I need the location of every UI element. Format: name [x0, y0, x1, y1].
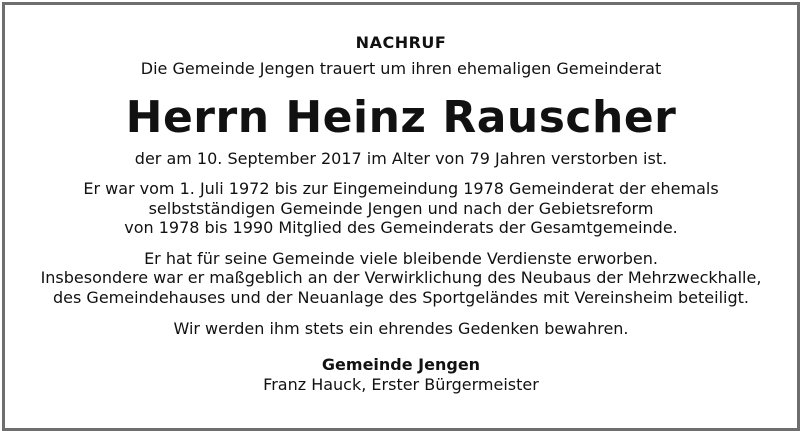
signature-person: Franz Hauck, Erster Bürgermeister	[263, 375, 539, 394]
merits-line: Insbesondere war er maßgeblich an der Verwirklichung des Neubaus der Mehrzweckhalle,	[40, 268, 762, 287]
closing-line: Wir werden ihm stets ein ehrendes Gedenken bewahren.	[173, 319, 629, 338]
career-line: von 1978 bis 1990 Mitglied des Gemeinderats der Gesamtgemeinde.	[124, 218, 678, 237]
obituary-notice	[5, 5, 797, 394]
career-paragraph	[5, 179, 797, 238]
career-line: selbstständigen Gemeinde Jengen und nach der Gebietsreform	[148, 198, 654, 218]
notice-heading: NACHRUF	[355, 33, 447, 52]
merits-line: Er hat für seine Gemeinde viele bleibende Verdienste erworben.	[144, 248, 658, 268]
merits-line: des Gemeindehauses und der Neuanlage des Sportgeländes mit Vereinsheim beteiligt.	[53, 287, 749, 307]
death-date-line: der am 10. September 2017 im Alter von 79 Jahren verstorben ist.	[134, 149, 668, 168]
career-line: Er war vom 1. Juli 1972 bis zur Eingemeindung 1978 Gemeinderat der ehemals	[83, 179, 719, 198]
intro-line: Die Gemeinde Jengen trauert um ihren ehemaligen Gemeinderat	[140, 59, 662, 78]
notice-frame	[2, 2, 800, 431]
deceased-name: Herrn Heinz Rauscher	[125, 92, 677, 143]
signature-organization: Gemeinde Jengen	[321, 355, 481, 374]
merits-paragraph	[5, 249, 797, 308]
